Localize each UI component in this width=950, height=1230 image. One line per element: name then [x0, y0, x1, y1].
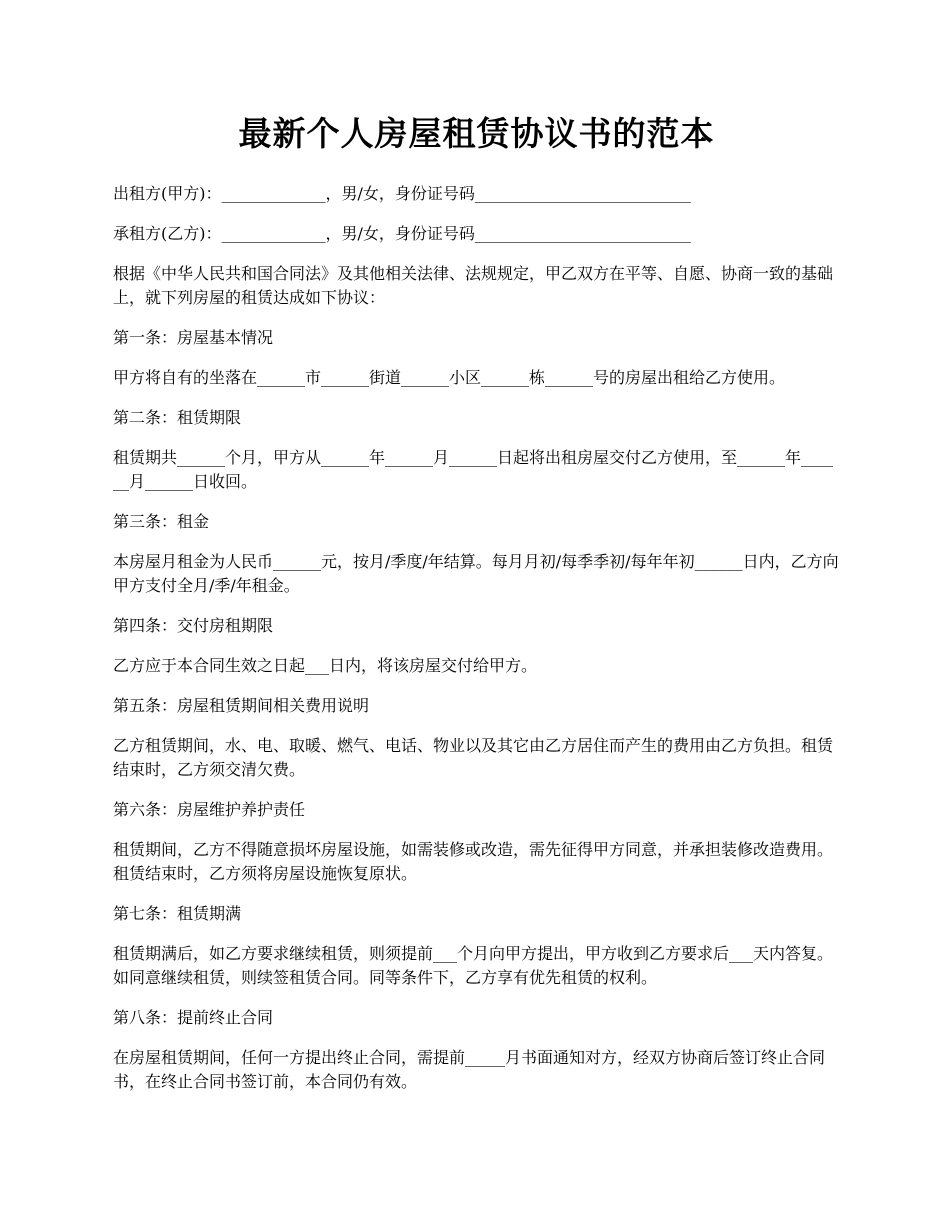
article-5-heading: 第五条：房屋租赁期间相关费用说明: [113, 696, 370, 715]
article-1-heading: 第一条：房屋基本情况: [113, 328, 274, 347]
article-7-heading: 第七条：租赁期满: [113, 904, 242, 923]
article-8-heading: 第八条：提前终止合同: [113, 1008, 274, 1027]
article-2-heading: 第二条：租赁期限: [113, 408, 242, 427]
article-3-body: 本房屋月租金为人民币______元，按月/季度/年结算。每月月初/每季季初/每年年初______日内，乙方向甲方支付全月/季/年租金。: [113, 552, 839, 595]
article-8-body: 在房屋租赁期间，任何一方提出终止合同，需提前_____月书面通知对方，经双方协商后签订终止合同书，在终止合同书签订前，本合同仍有效。: [113, 1048, 826, 1091]
article-1-body: 甲方将自有的坐落在______市______街道______小区______栋______号的房屋出租给乙方使用。: [113, 368, 786, 387]
party-b-line: 承租方(乙方)：_____________，男/女，身份证号码___________________________: [113, 224, 691, 243]
article-5-body: 乙方租赁期间，水、电、取暖、燃气、电话、物业以及其它由乙方居住而产生的费用由乙方负担。租赁结束时，乙方须交清欠费。: [113, 736, 834, 779]
article-3-heading: 第三条：租金: [113, 512, 210, 531]
preamble-paragraph: 根据《中华人民共和国合同法》及其他相关法律、法规规定，甲乙双方在平等、自愿、协商一致的基础上，就下列房屋的租赁达成如下协议：: [113, 264, 834, 307]
article-4-body: 乙方应于本合同生效之日起___日内，将该房屋交付给甲方。: [113, 656, 538, 675]
article-4-heading: 第四条：交付房租期限: [113, 616, 274, 635]
article-7-body: 租赁期满后，如乙方要求继续租赁，则须提前___个月向甲方提出，甲方收到乙方要求后___天内答复。如同意继续租赁，则续签租赁合同。同等条件下，乙方享有优先租赁的权利。: [113, 944, 834, 987]
article-6-body: 租赁期间，乙方不得随意损坏房屋设施，如需装修或改造，需先征得甲方同意，并承担装修改造费用。租赁结束时，乙方须将房屋设施恢复原状。: [113, 840, 834, 883]
party-a-line: 出租方(甲方)：_____________，男/女，身份证号码___________________________: [113, 184, 691, 203]
article-2-body: 租赁期共______个月，甲方从______年______月______日起将出租房屋交付乙方使用，至______年______月______日收回。: [113, 448, 834, 491]
article-6-heading: 第六条：房屋维护养护责任: [113, 800, 306, 819]
document-title: 最新个人房屋租赁协议书的范本: [238, 114, 715, 153]
